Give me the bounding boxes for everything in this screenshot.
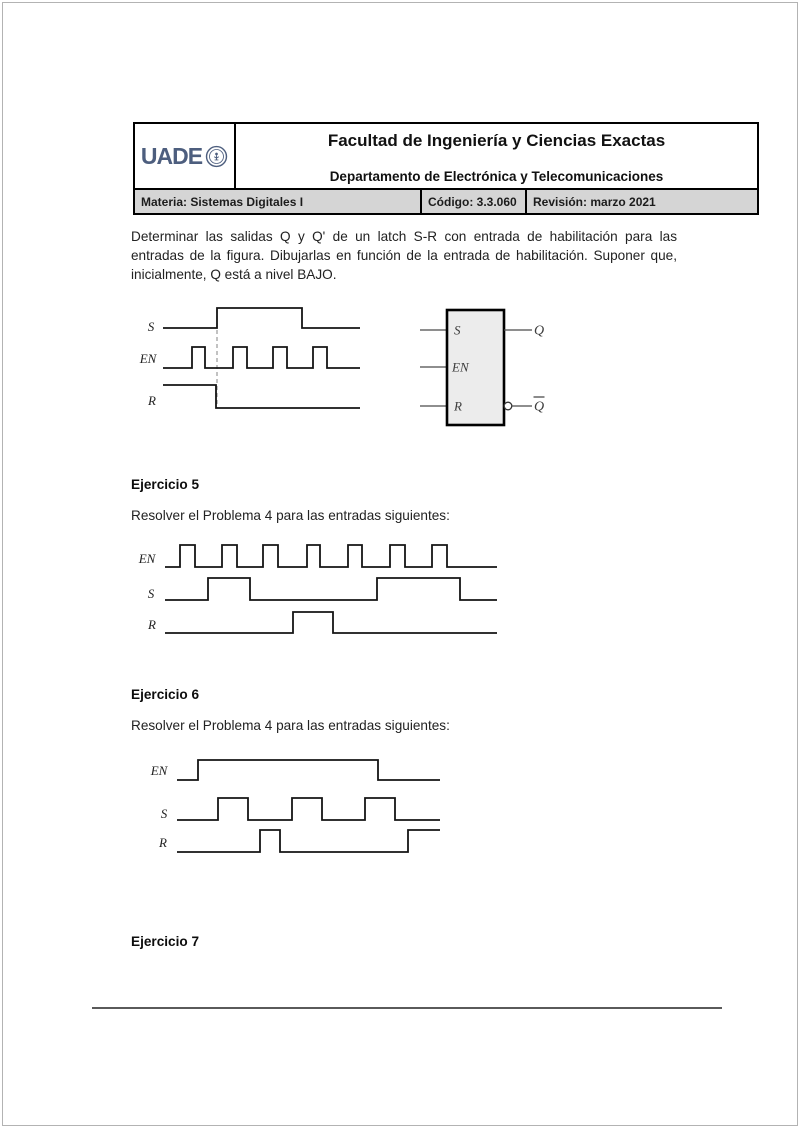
svg-text:R: R bbox=[454, 398, 462, 414]
timing-diagram-ejercicio6 bbox=[140, 750, 450, 862]
header-table bbox=[133, 122, 759, 215]
revision-cell: Revisión: marzo 2021 bbox=[533, 195, 656, 209]
ejercicio-6-body: Resolver el Problema 4 para las entradas siguientes: bbox=[131, 718, 450, 733]
svg-text:EN: EN bbox=[452, 359, 469, 375]
svg-text:Q: Q bbox=[533, 399, 545, 415]
timing-diagram-problema4 bbox=[140, 300, 380, 415]
department-subtitle: Departamento de Electrónica y Telecomunicaciones bbox=[329, 169, 664, 184]
uade-seal-icon bbox=[205, 145, 228, 168]
problem-line: entradas de la figura. Dibujarlas en función de la entrada de habilitación. Suponer que, bbox=[131, 247, 677, 263]
codigo-cell: Código: 3.3.060 bbox=[422, 190, 527, 213]
svg-text:EN: EN bbox=[138, 551, 156, 566]
ejercicio-5-body: Resolver el Problema 4 para las entradas siguientes: bbox=[131, 508, 450, 523]
svg-text:S: S bbox=[454, 322, 461, 338]
svg-text:S: S bbox=[147, 586, 155, 601]
svg-text:Q: Q bbox=[533, 323, 545, 339]
svg-text:EN: EN bbox=[139, 351, 157, 366]
header-row-meta bbox=[135, 188, 757, 213]
svg-text:S: S bbox=[160, 806, 168, 821]
materia-cell: Materia: Sistemas Digitales I bbox=[135, 190, 422, 213]
title-cell bbox=[236, 124, 757, 188]
ejercicio-6-title: Ejercicio 6 bbox=[131, 687, 200, 702]
problem-line: inicialmente, Q está a nivel BAJO. bbox=[131, 266, 337, 282]
problem-line: Determinar las salidas Q y Q' de un latch S-R con entrada de habilitación para las bbox=[131, 229, 677, 244]
header-row-titles bbox=[135, 124, 757, 188]
logo-cell bbox=[135, 124, 236, 188]
ejercicio-5-title: Ejercicio 5 bbox=[131, 477, 200, 492]
svg-text:R: R bbox=[159, 835, 167, 850]
timing-diagram-ejercicio5 bbox=[140, 540, 500, 640]
svg-text:S: S bbox=[147, 319, 155, 334]
svg-text:R: R bbox=[148, 617, 156, 632]
ejercicio-7-title: Ejercicio 7 bbox=[131, 934, 200, 949]
footer-rule bbox=[92, 1007, 722, 1009]
faculty-title: Facultad de Ingeniería y Ciencias Exactas bbox=[327, 131, 666, 150]
uade-logo-text: UADE bbox=[140, 142, 203, 169]
svg-text:EN: EN bbox=[150, 763, 168, 778]
sr-latch-symbol bbox=[420, 300, 560, 440]
problem-statement bbox=[131, 228, 677, 284]
svg-text:R: R bbox=[148, 393, 156, 408]
